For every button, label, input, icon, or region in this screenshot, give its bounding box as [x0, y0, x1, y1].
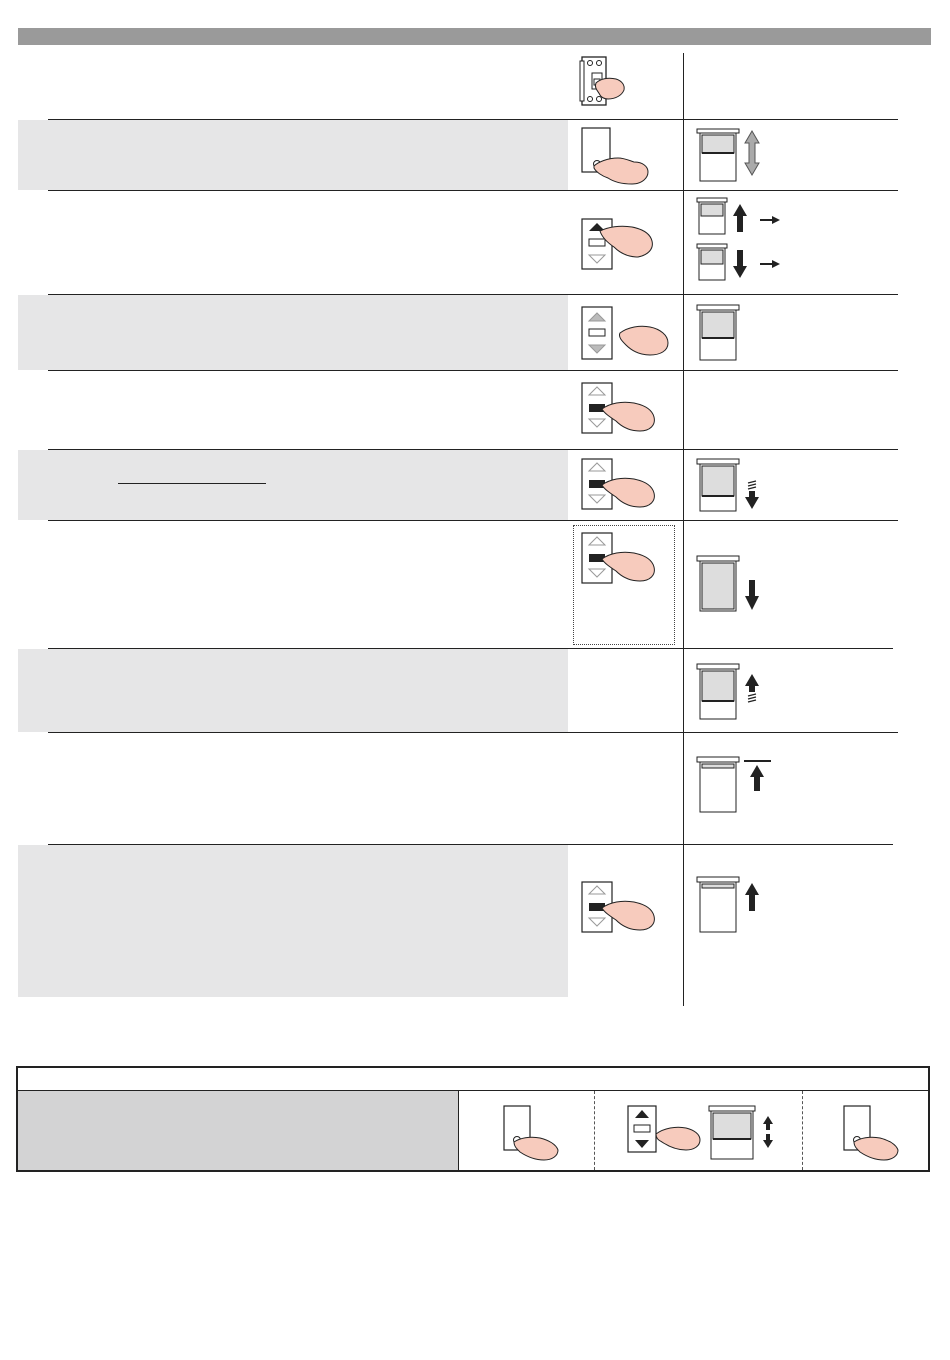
notice-box — [16, 1066, 930, 1172]
wall-switch-press-icon — [842, 1104, 912, 1162]
shutter-up-down-arrow-icon — [696, 127, 766, 183]
step-4-background — [18, 295, 568, 370]
notice-dashed-divider — [802, 1091, 803, 1170]
row-separator — [48, 294, 898, 295]
circuit-breaker-hand-icon — [578, 55, 628, 107]
row-separator — [48, 844, 893, 845]
wall-switch-press-icon — [580, 126, 672, 188]
row-separator — [48, 449, 898, 450]
step-6-background — [18, 450, 568, 520]
remote-release-icon — [580, 305, 670, 361]
notice-dashed-divider — [594, 1091, 595, 1170]
shutter-stopped-icon — [696, 303, 746, 361]
remote-stop-button-press-icon — [580, 880, 660, 936]
remote-stop-button-press-icon — [580, 381, 660, 437]
shutter-up-down-icon — [708, 1104, 778, 1162]
row-separator — [48, 119, 898, 120]
shutter-top-limit-icon — [696, 755, 776, 813]
shutter-jog-up-icon — [696, 662, 766, 720]
step-8-background — [18, 649, 568, 732]
column-divider — [683, 53, 684, 1006]
remote-up-button-press-icon — [580, 217, 660, 273]
emphasis-underline — [118, 483, 266, 484]
step-2-background — [18, 120, 568, 190]
row-separator — [48, 520, 898, 521]
notice-divider — [458, 1091, 459, 1170]
shutter-jog-down-icon — [696, 457, 766, 513]
remote-updown-press-icon — [626, 1104, 706, 1154]
remote-stop-button-press-icon — [580, 457, 660, 513]
row-separator — [48, 190, 898, 191]
row-separator — [48, 732, 898, 733]
shutter-down-arrow-icon — [696, 554, 766, 614]
notice-text — [18, 1091, 458, 1111]
shutter-direction-check-icon — [696, 196, 786, 280]
row-separator — [48, 648, 893, 649]
step-10-background — [18, 845, 568, 997]
notice-text-area — [18, 1091, 458, 1170]
remote-stop-button-press-icon — [580, 531, 660, 587]
section-header-bar — [18, 28, 931, 45]
shutter-up-arrow-icon — [696, 875, 766, 933]
row-separator — [48, 370, 898, 371]
wall-switch-press-icon — [502, 1104, 572, 1162]
